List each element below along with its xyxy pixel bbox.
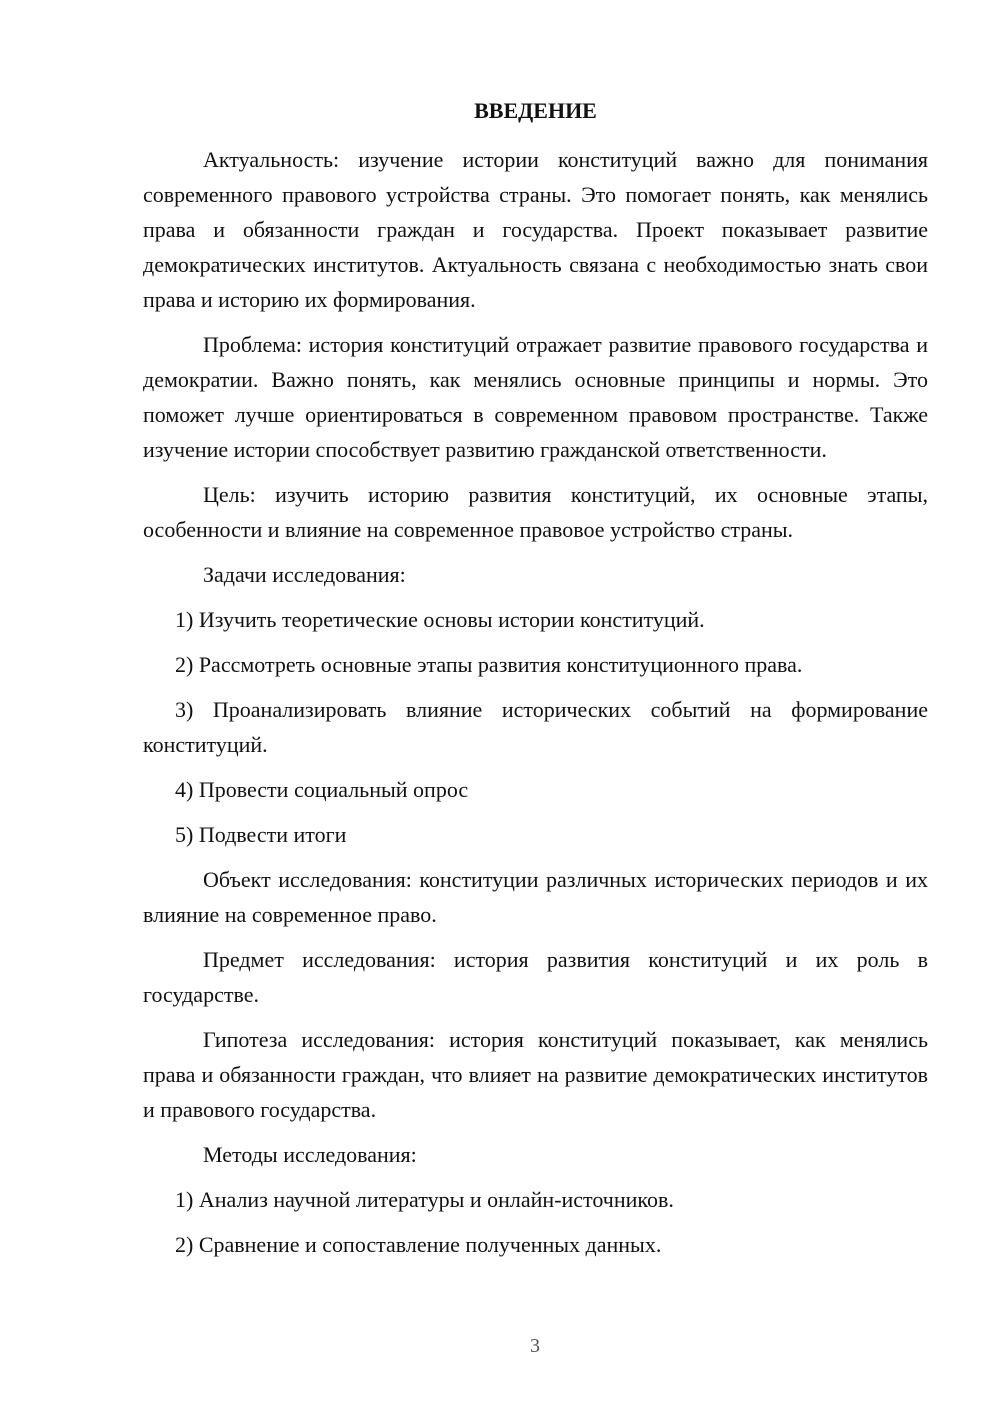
- list-item-method-1: 1) Анализ научной литературы и онлайн-источников.: [175, 1187, 674, 1212]
- list-item-task-5: 5) Подвести итоги: [175, 822, 347, 847]
- paragraph-object: Объект исследования: конституции различных исторических периодов и их влияние на современное право.: [143, 867, 928, 927]
- paragraph-problem: Проблема: история конституций отражает развитие правового государства и демократии. Важно понять, как менялись основные принципы и нормы. Это поможет лучше ориентироваться в современном правовом пространстве. Также изучение истории способствует развитию гражданской ответственности.: [143, 332, 928, 462]
- document-body: [143, 142, 928, 1272]
- page-number: 3: [530, 1335, 540, 1357]
- paragraph-methods-heading: Методы исследования:: [203, 1142, 417, 1167]
- list-item-task-3: 3) Проанализировать влияние исторических событий на формирование конституций.: [143, 697, 928, 757]
- paragraph-goal: Цель: изучить историю развития конституций, их основные этапы, особенности и влияние на современное правовое устройство страны.: [143, 482, 928, 542]
- paragraph-hypothesis: Гипотеза исследования: история конституций показывает, как менялись права и обязанности граждан, что влияет на развитие демократических институтов и правового государства.: [143, 1027, 928, 1122]
- paragraph-tasks-heading: Задачи исследования:: [203, 562, 406, 587]
- list-item-task-4: 4) Провести социальный опрос: [175, 777, 469, 802]
- paragraph-relevance: Актуальность: изучение истории конституций важно для понимания современного правового устройства страны. Это помогает понять, как менялись права и обязанности граждан и государства. Проект показывает развитие демократических институтов. Актуальность связана с необходимостью знать свои права и историю их формирования.: [143, 147, 928, 312]
- paragraph-subject: Предмет исследования: история развития конституций и их роль в государстве.: [143, 947, 928, 1007]
- list-item-task-1: 1) Изучить теоретические основы истории конституций.: [175, 607, 705, 632]
- list-item-task-2: 2) Рассмотреть основные этапы развития конституционного права.: [175, 652, 803, 677]
- list-item-method-2: 2) Сравнение и сопоставление полученных данных.: [175, 1232, 662, 1257]
- section-heading: ВВЕДЕНИЕ: [474, 98, 597, 123]
